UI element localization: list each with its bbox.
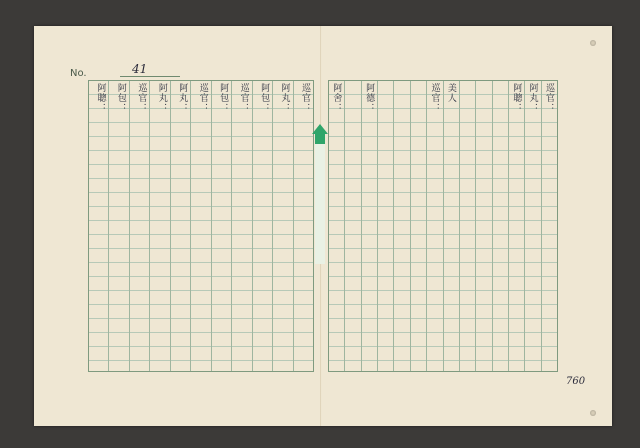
column-text: 巡官： bbox=[238, 83, 249, 113]
grid-column bbox=[130, 81, 150, 371]
grid-column bbox=[191, 81, 211, 371]
column-text: 阿聰： bbox=[511, 83, 522, 113]
column-text: 阿聰： bbox=[95, 83, 106, 113]
page-number-underline bbox=[120, 76, 180, 77]
grid-column bbox=[509, 81, 525, 371]
column-text: 阿丸： bbox=[156, 83, 167, 113]
grid-column bbox=[294, 81, 313, 371]
grid-column bbox=[109, 81, 129, 371]
column-text: 阿舍： bbox=[331, 83, 342, 113]
page-number: 41 bbox=[132, 62, 148, 76]
binding-hole bbox=[590, 40, 596, 46]
grid-column bbox=[150, 81, 170, 371]
grid-column bbox=[525, 81, 541, 371]
page-mark: 760 bbox=[566, 376, 586, 387]
column-text: 阿包： bbox=[259, 83, 270, 113]
grid-column bbox=[378, 81, 394, 371]
grid-column bbox=[329, 81, 345, 371]
column-text: 阿丸： bbox=[279, 83, 290, 113]
column-text: 巡官： bbox=[299, 83, 310, 113]
grid-column bbox=[273, 81, 293, 371]
bookmark-tip-icon bbox=[312, 124, 328, 134]
grid-column bbox=[253, 81, 273, 371]
column-text: 阿丸： bbox=[177, 83, 188, 113]
grid-column bbox=[411, 81, 427, 371]
grid-column bbox=[444, 81, 460, 371]
grid-column bbox=[232, 81, 252, 371]
grid-column bbox=[394, 81, 410, 371]
binding-hole bbox=[590, 410, 596, 416]
grid-column bbox=[171, 81, 191, 371]
column-text: 巡官： bbox=[197, 83, 208, 113]
column-text: 阿丸： bbox=[527, 83, 538, 113]
column-text: 巡官： bbox=[429, 83, 440, 113]
left-manuscript-grid bbox=[88, 80, 314, 372]
grid-column bbox=[362, 81, 378, 371]
grid-column bbox=[476, 81, 492, 371]
grid-column bbox=[460, 81, 476, 371]
column-text: 阿包： bbox=[218, 83, 229, 113]
grid-column bbox=[427, 81, 443, 371]
bookmark-strip bbox=[315, 134, 325, 264]
column-text: 美人 bbox=[445, 83, 456, 103]
grid-column bbox=[89, 81, 109, 371]
column-text: 巡官： bbox=[544, 83, 555, 113]
column-text: 巡官： bbox=[136, 83, 147, 113]
column-text: 阿包： bbox=[115, 83, 126, 113]
grid-column bbox=[493, 81, 509, 371]
sheet-label: No. bbox=[70, 68, 87, 79]
grid-column bbox=[345, 81, 361, 371]
column-text: 阿德： bbox=[364, 83, 375, 113]
bookmark-ribbon bbox=[312, 124, 328, 264]
right-manuscript-grid bbox=[328, 80, 558, 372]
grid-column bbox=[212, 81, 232, 371]
grid-column bbox=[542, 81, 557, 371]
